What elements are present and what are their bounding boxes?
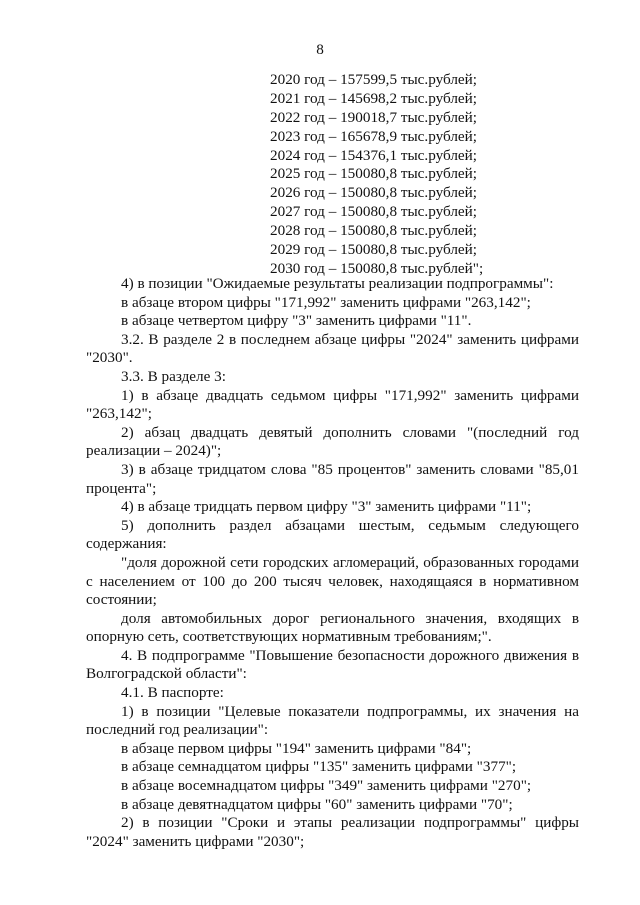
budget-list (270, 71, 483, 279)
paragraph: 4.1. В паспорте: (121, 684, 224, 702)
paragraph: 4. В подпрограмме "Повышение безопасности дорожного движения в Волгоградской области": (86, 646, 579, 683)
paragraph: 2) абзац двадцать девятый дополнить словами "(последний год реализации – 2024)"; (86, 423, 579, 460)
budget-line: 2023 год – 165678,9 тыс.рублей; (270, 127, 478, 145)
paragraph: 3) в абзаце тридцатом слова "85 процентов" заменить словами "85,01 процента"; (86, 460, 579, 497)
paragraph: в абзаце четвертом цифру "3" заменить цифрами "11". (121, 312, 472, 330)
page-number: 8 (316, 41, 324, 58)
paragraph: 3.2. В разделе 2 в последнем абзаце цифры "2024" заменить цифрами "2030". (86, 330, 579, 367)
budget-line: 2029 год – 150080,8 тыс.рублей; (270, 241, 478, 259)
budget-line: 2020 год – 157599,5 тыс.рублей; (270, 71, 478, 88)
budget-line: 2022 год – 190018,7 тыс.рублей; (270, 108, 478, 126)
budget-line: 2028 год – 150080,8 тыс.рублей; (270, 222, 478, 240)
document-body (86, 275, 579, 851)
paragraph: "доля дорожной сети городских агломераций, образованных городами с населением от 100 до 200 тысяч человек, находящаяся в нормативном состоянии; (86, 553, 579, 609)
budget-line: 2025 год – 150080,8 тыс.рублей; (270, 165, 478, 183)
paragraph: в абзаце девятнадцатом цифры "60" заменить цифрами "70"; (121, 795, 513, 813)
paragraph: в абзаце первом цифры "194" заменить цифрами "84"; (121, 739, 472, 757)
budget-line: 2024 год – 154376,1 тыс.рублей; (270, 146, 478, 164)
paragraph: в абзаце семнадцатом цифры "135" заменить цифрами "377"; (121, 758, 517, 776)
paragraph: 4) в абзаце тридцать первом цифру "3" заменить цифрами "11"; (121, 498, 532, 516)
paragraph: 5) дополнить раздел абзацами шестым, седьмым следующего содержания: (86, 516, 579, 553)
paragraph: доля автомобильных дорог регионального значения, входящих в опорную сеть, соответствующих нормативным требованиям;". (86, 609, 579, 646)
budget-line: 2030 год – 150080,8 тыс.рублей"; (270, 259, 484, 277)
budget-line: 2021 год – 145698,2 тыс.рублей; (270, 89, 478, 107)
paragraph: 3.3. В разделе 3: (121, 367, 226, 385)
paragraph: в абзаце втором цифры "171,992" заменить цифрами "263,142"; (121, 293, 531, 311)
budget-line: 2027 год – 150080,8 тыс.рублей; (270, 203, 478, 221)
budget-line: 2026 год – 150080,8 тыс.рублей; (270, 184, 478, 202)
paragraph: в абзаце восемнадцатом цифры "349" заменить цифрами "270"; (121, 777, 532, 795)
paragraph: 1) в абзаце двадцать седьмом цифры "171,992" заменить цифрами "263,142"; (86, 386, 579, 423)
paragraph: 4) в позиции "Ожидаемые результаты реализации подпрограммы": (121, 275, 554, 292)
paragraph: 1) в позиции "Целевые показатели подпрограммы, их значения на последний год реализации": (86, 702, 579, 739)
paragraph: 2) в позиции "Сроки и этапы реализации подпрограммы" цифры "2024" заменить цифрами "2030"; (86, 814, 579, 850)
